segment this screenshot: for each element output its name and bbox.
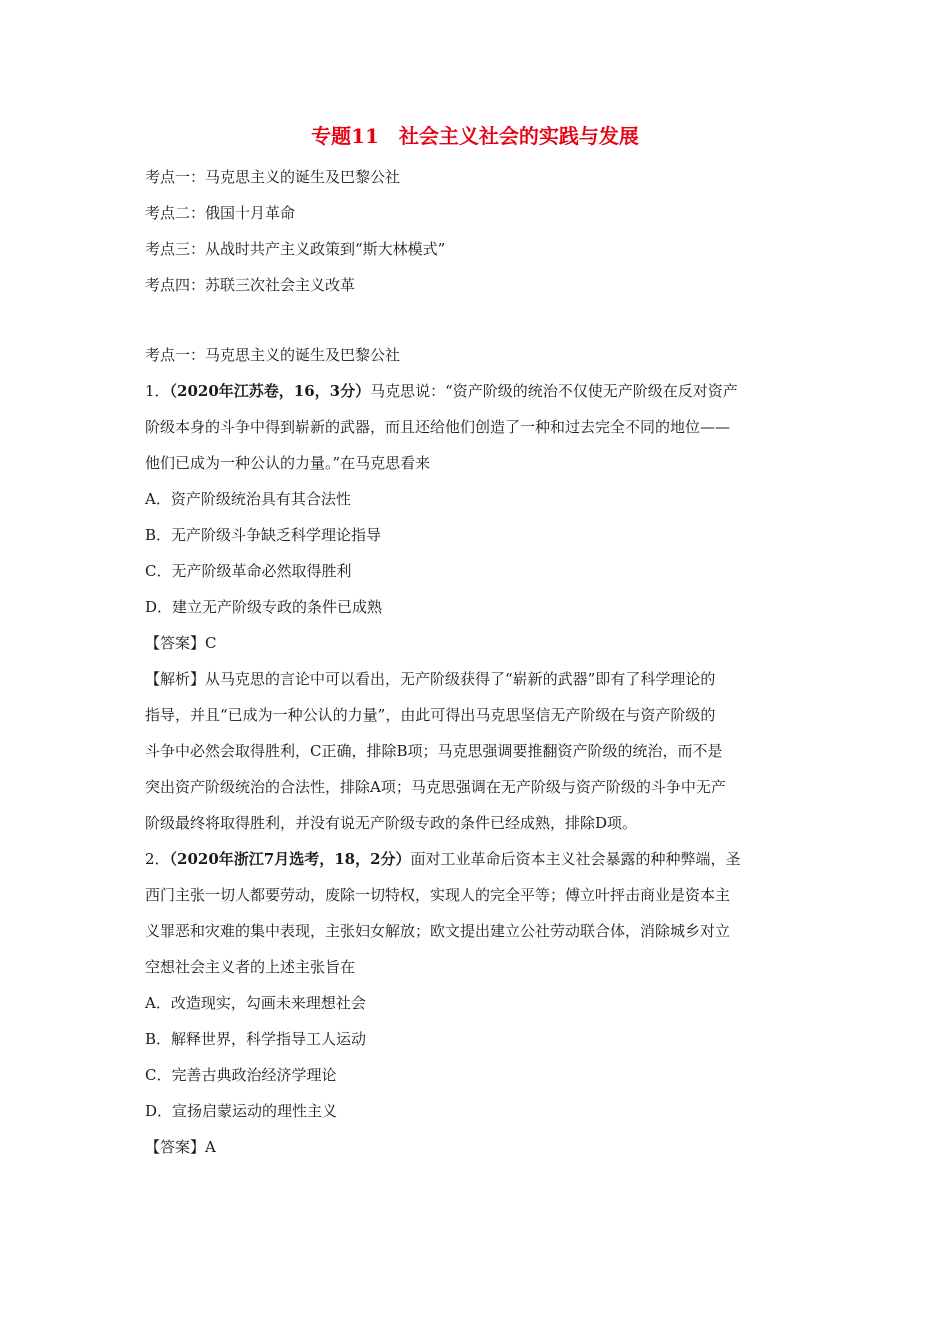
option-a: A．资产阶级统治具有其合法性 [145,490,351,508]
question-stem-line [145,841,810,877]
outline-item: 考点一：马克思主义的诞生及巴黎公社 [145,168,401,186]
question-2 [145,841,810,1165]
question-stem-line: 空想社会主义者的上述主张旨在 [145,958,356,976]
option-b: B．解释世界，科学指导工人运动 [145,1030,367,1048]
answer-value: A [205,1138,216,1156]
analysis-line: 突出资产阶级统治的合法性，排除A项；马克思强调在无产阶级与资产阶级的斗争中无产 [145,778,726,796]
answer-label: 【答案】 [145,1138,206,1156]
question-source: （2020年浙江7月选考，18，2分） [169,850,411,868]
question-stem-line [145,373,810,409]
question-source: （2020年江苏卷，16，3分） [169,382,371,400]
option-c: C．完善古典政治经济学理论 [145,1066,337,1084]
analysis-label: 【解析】 [145,670,206,688]
question-1 [145,373,810,841]
option-c: C．无产阶级革命必然取得胜利 [145,562,352,580]
answer-line [145,625,810,661]
answer-line [145,1129,810,1165]
document-body [145,159,810,1165]
question-number: 1． [145,382,170,400]
question-stem-text: 马克思说：“资产阶级的统治不仅使无产阶级在反对资产 [370,382,738,400]
analysis-line: 指导，并且“已成为一种公认的力量”，由此可得出马克思坚信无产阶级在与资产阶级的 [145,706,716,724]
page-title: 专题11 社会主义社会的实践与发展 [311,124,639,148]
analysis-text: 从马克思的言论中可以看出，无产阶级获得了“崭新的武器”即有了科学理论的 [205,670,716,688]
outline-item: 考点三：从战时共产主义政策到“斯大林模式” [145,240,446,258]
question-stem-text: 面对工业革命后资本主义社会暴露的种种弊端，圣 [410,850,741,868]
question-number: 2． [145,850,170,868]
question-stem-line: 阶级本身的斗争中得到崭新的武器，而且还给他们创造了一种和过去完全不同的地位—— [145,418,731,436]
outline-item: 考点二：俄国十月革命 [145,204,296,222]
option-d: D．宣扬启蒙运动的理性主义 [145,1102,338,1120]
question-stem-line: 他们已成为一种公认的力量。”在马克思看来 [145,454,431,472]
spacer [145,303,810,337]
answer-value: C [205,634,217,652]
question-stem-line: 西门主张一切人都要劳动，废除一切特权，实现人的完全平等；傅立叶抨击商业是资本主 [145,886,731,904]
analysis-line: 阶级最终将取得胜利，并没有说无产阶级专政的条件已经成熟，排除D项。 [145,814,638,832]
option-a: A．改造现实，勾画未来理想社会 [145,994,366,1012]
analysis-line: 斗争中必然会取得胜利，C正确，排除B项；马克思强调要推翻资产阶级的统治，而不是 [145,742,723,760]
section-heading: 考点一：马克思主义的诞生及巴黎公社 [145,346,401,364]
analysis-line [145,661,810,697]
option-b: B．无产阶级斗争缺乏科学理论指导 [145,526,382,544]
question-stem-line: 义罪恶和灾难的集中表现，主张妇女解放；欧文提出建立公社劳动联合体，消除城乡对立 [145,922,731,940]
outline-item: 考点四：苏联三次社会主义改革 [145,276,356,294]
answer-label: 【答案】 [145,634,206,652]
outline-list [145,159,810,303]
option-d: D．建立无产阶级专政的条件已成熟 [145,598,383,616]
